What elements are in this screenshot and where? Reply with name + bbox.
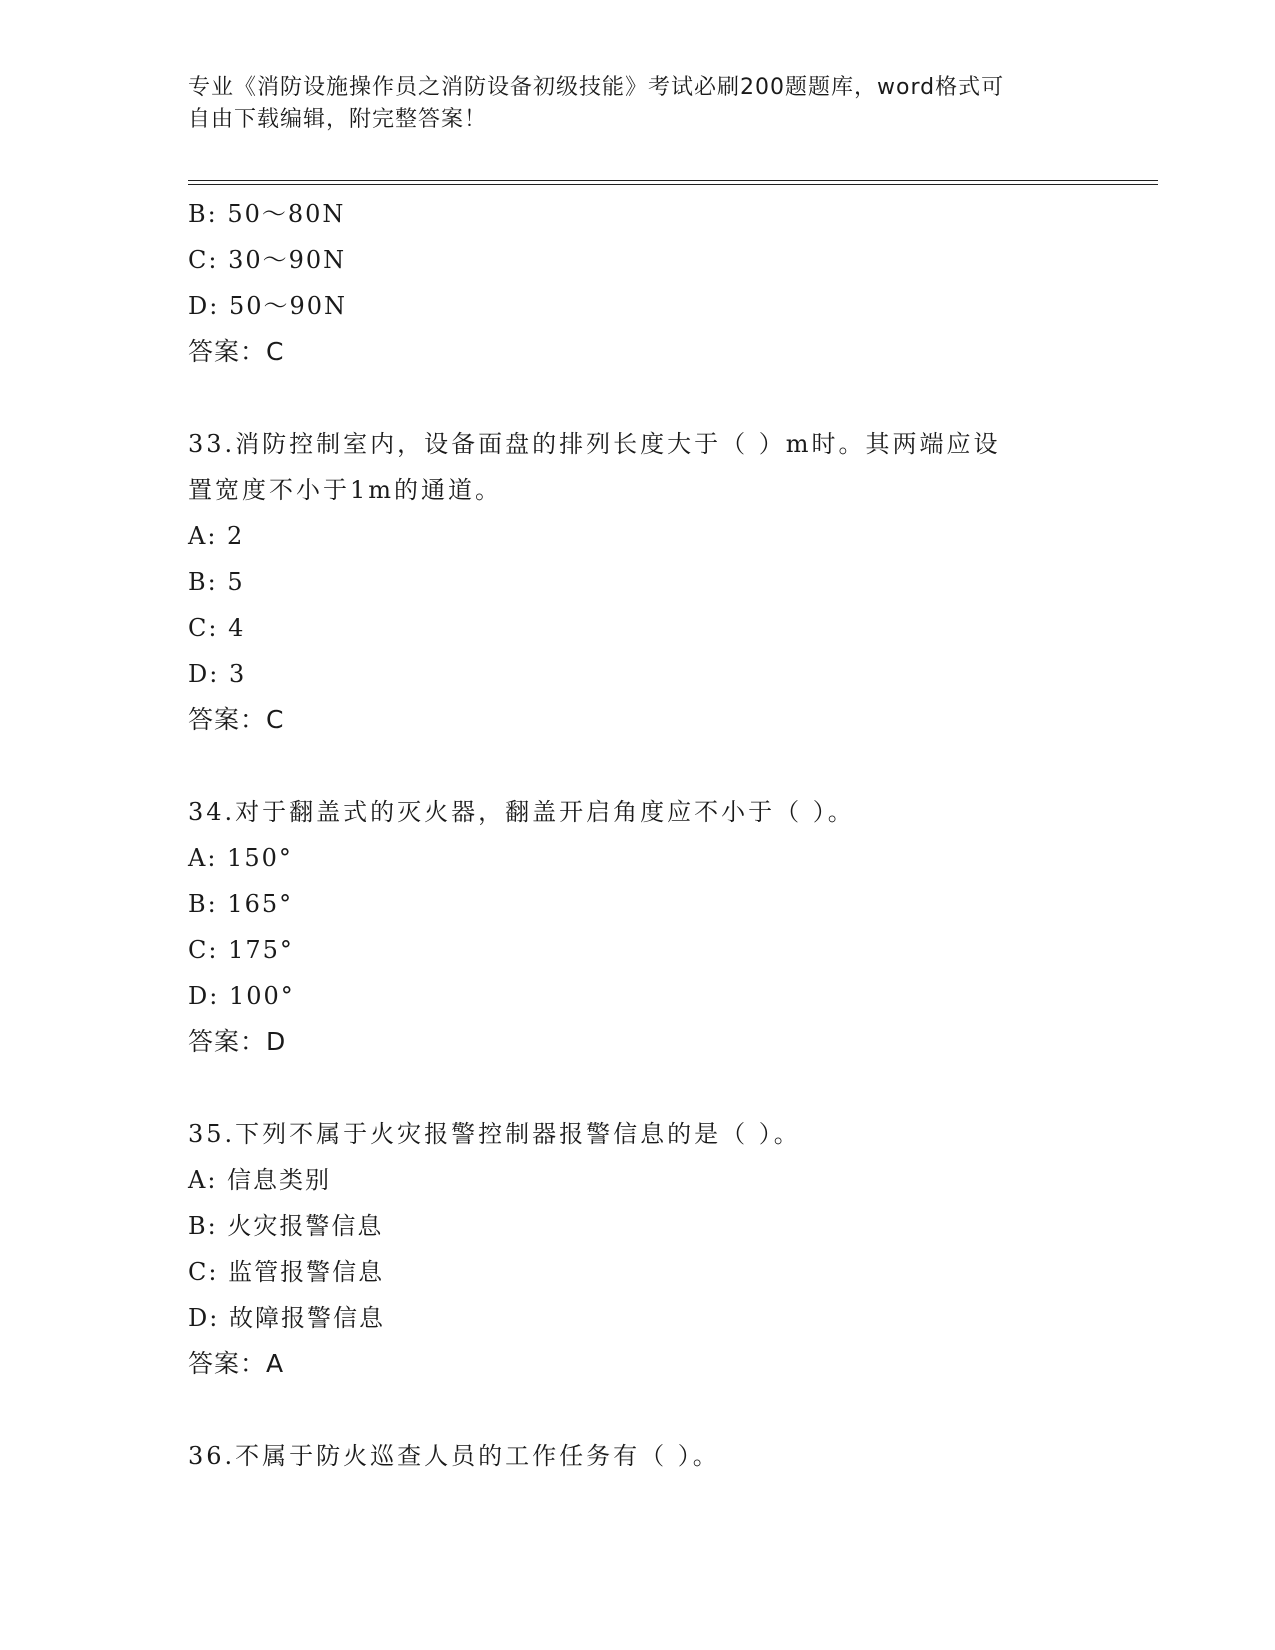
option-b: B: 165° <box>188 890 294 918</box>
header-title-line-1: 专业《消防设施操作员之消防设备初级技能》考试必刷200题题库，word格式可 <box>188 75 1005 100</box>
question-stem-line-1: 34.对于翻盖式的灭火器，翻盖开启角度应不小于（ ）。 <box>188 798 855 826</box>
answer: 答案：A <box>188 1349 285 1378</box>
option-a: A: 2 <box>188 522 245 550</box>
question-36 <box>188 1433 1148 1479</box>
question-stem <box>188 421 1148 513</box>
option-b: B: 5 <box>188 568 245 596</box>
spacer <box>188 1065 1148 1111</box>
option-c: C: 30～90N <box>188 246 347 274</box>
question-stem-line-1: 33.消防控制室内，设备面盘的排列长度大于（ ）m时。其两端应设 <box>188 430 1001 458</box>
spacer <box>188 1387 1148 1433</box>
spacer <box>188 375 1148 421</box>
document-header <box>188 72 1088 136</box>
question-35 <box>188 1111 1148 1387</box>
header-divider-bottom <box>188 184 1158 185</box>
answer: 答案：C <box>188 705 285 734</box>
question-33 <box>188 421 1148 743</box>
question-stem-line-1: 35.下列不属于火灾报警控制器报警信息的是（ ）。 <box>188 1120 801 1148</box>
answer: 答案：D <box>188 1027 287 1056</box>
header-title-line-2: 自由下载编辑，附完整答案！ <box>188 107 488 132</box>
option-c: C: 4 <box>188 614 246 642</box>
question-34 <box>188 789 1148 1065</box>
option-c: C: 175° <box>188 936 294 964</box>
option-d: D: 50～90N <box>188 292 348 320</box>
question-stem-line-1: 36.不属于防火巡查人员的工作任务有（ ）。 <box>188 1442 720 1470</box>
option-b: B: 火灾报警信息 <box>188 1212 384 1240</box>
option-b: B: 50～80N <box>188 200 346 228</box>
header-divider-top <box>188 180 1158 181</box>
option-d: D: 100° <box>188 982 295 1010</box>
question-stem-line-2: 置宽度不小于1m的通道。 <box>188 476 503 504</box>
option-d: D: 故障报警信息 <box>188 1304 385 1332</box>
answer: 答案：C <box>188 337 285 366</box>
option-d: D: 3 <box>188 660 247 688</box>
option-c: C: 监管报警信息 <box>188 1258 385 1286</box>
question-list <box>188 191 1148 1479</box>
question-stem <box>188 789 1148 835</box>
option-a: A: 150° <box>188 844 293 872</box>
spacer <box>188 743 1148 789</box>
question-stem <box>188 1433 1148 1479</box>
question-32 <box>188 191 1148 375</box>
question-stem <box>188 1111 1148 1157</box>
option-a: A: 信息类别 <box>188 1166 332 1194</box>
